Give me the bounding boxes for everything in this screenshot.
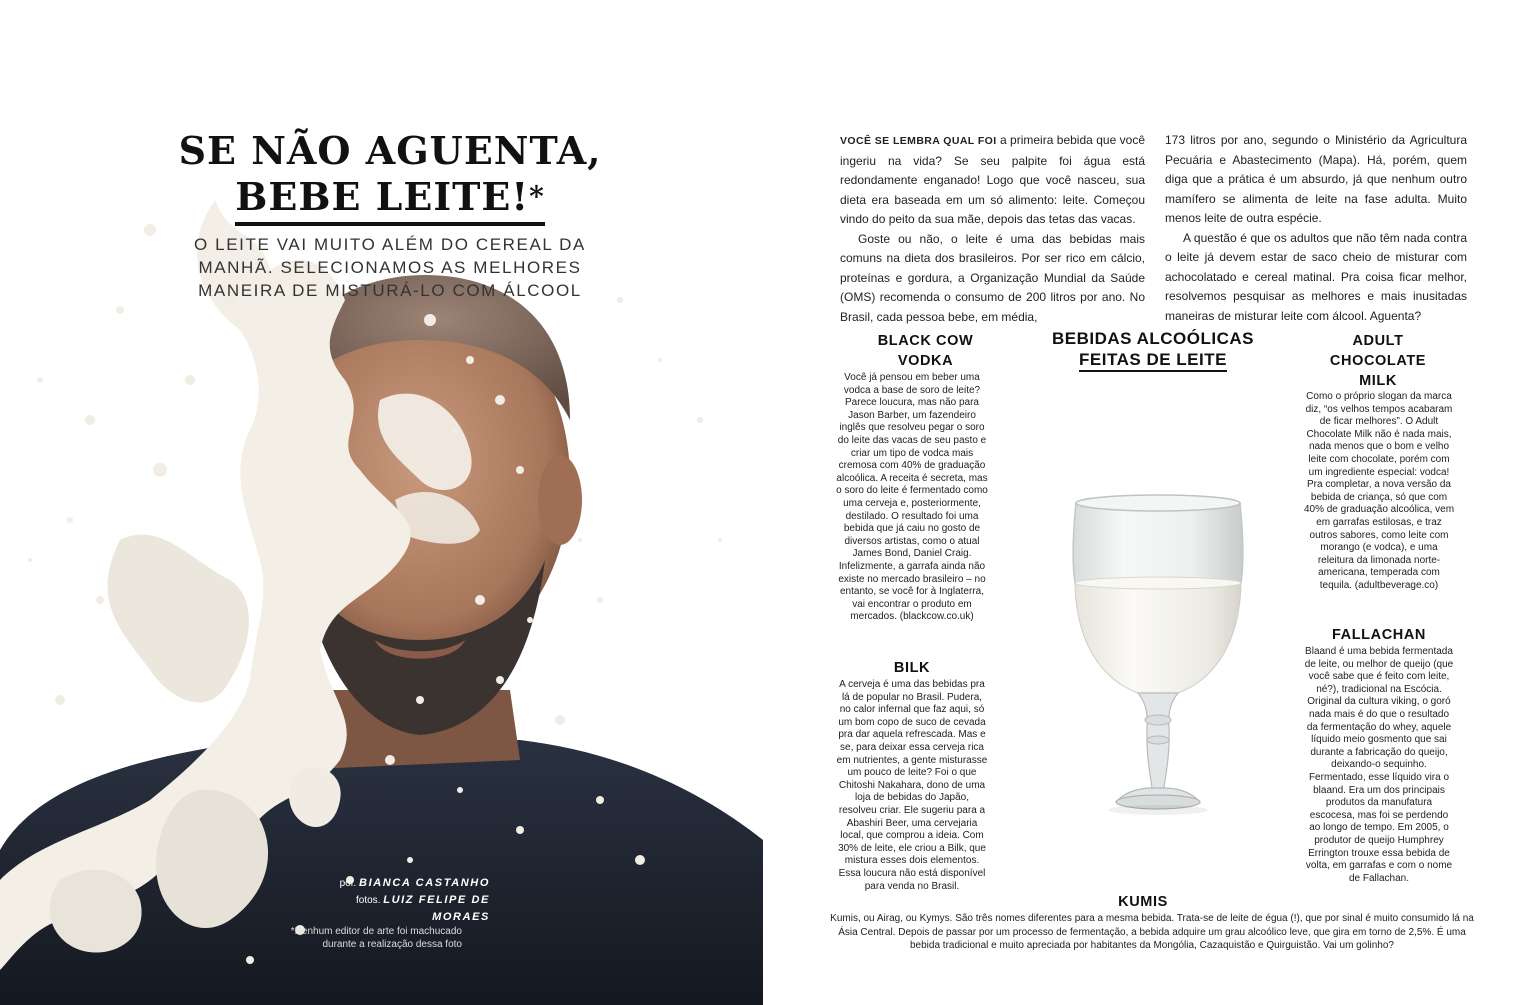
headline	[130, 128, 650, 226]
fallachan-text: Blaand é uma bebida fermentada de leite, ou melhor de queijo (que você sabe que é feito com leite, né?), tradicional na Escócia. Original da cultura viking, o goró nada mais é do que o resultado da fermentação do whey, aquele líquido meio gosmento que sai durante a fabricação do queijo, deixando-o sequinho. Fermentado, esse líquido vira o blaand. Era um dos principais produtos da manufatura escocesa, mas foi se perdendo ao longo de tempo. Em 2005, o produtor de queijo Humphrey Errington trouxe essa bebida de volta, em garrafas e com o nome de Fallachan.	[1304, 646, 1454, 884]
milk-glass-illustration	[1058, 488, 1258, 823]
bilk-title: BILK	[893, 660, 931, 676]
intro-paragraph-1	[840, 131, 1145, 230]
headline-line-2-text: BEBE LEITE!	[235, 174, 530, 219]
credits	[300, 875, 490, 926]
headline-line-1: SE NÃO AGUENTA,	[178, 128, 602, 173]
kumis-text: Kumis, ou Airag, ou Kymys. São três nomes diferentes para a mesma bebida. Trata-se de leite de égua (!), que por sinal é muito consumido lá na Ásia Central. Depois de passar por um processo de fermentação, a bebida adquire um grau alcoólico leve, que gira em torno de 2,5%. É uma bebida tradicional e muito apreciada por habitantes da Mongólia, Cazaquistão e Quirguistão. Vai um golinho?	[830, 913, 1474, 951]
fallachan-title: FALLACHAN	[1331, 627, 1426, 643]
sidebar-main-title-line-2: FEITAS DE LEITE	[1079, 349, 1227, 372]
adult-chocolate-milk-text: Como o próprio slogan da marca diz, “os velhos tempos acabaram de ficar melhores”. O Adult Chocolate Milk não é nada mais, nada menos que o bom e velho leite com chocolate, porém com um ingrediente especial: vodca! Pra completar, a nova versão da bebida de criança, só que com 40% de graduação alcoólica, vem em garrafas estilosas, e traz outros sabores, como leite com morango (e vodca), e uma releitura da limonada norte-americana, temperada com tequila. (adultbeverage.co)	[1303, 391, 1455, 591]
intro-lead: VOCÊ SE LEMBRA QUAL FOI	[840, 135, 997, 147]
intro-paragraph-3: 173 litros por ano, segundo o Ministério da Agricultura Pecuária e Abastecimento (Mapa). Há, porém, quem diga que a prática é um absurdo, já que nenhum outro mamífero se alimenta de leite na fase adulta. Muito menos leite de outra espécie.	[1165, 133, 1467, 225]
intro-paragraph-2: Goste ou não, o leite é uma das bebidas mais comuns na dieta dos brasileiros. Por ser rico em cálcio, proteínas e gordura, a Organização Mundial da Saúde (OMS) recomenda o consumo de 200 litros por ano. No Brasil, cada pessoa bebe, em média,	[840, 231, 1145, 324]
black-cow-vodka-title	[833, 331, 1018, 371]
sidebar-main-title	[1048, 328, 1258, 372]
adult-title-line-1: ADULT	[1352, 333, 1404, 349]
photo-credit: fotos. LUIZ FELIPE DE MORAES	[356, 894, 490, 923]
black-cow-title-line-1: BLACK COW	[877, 333, 974, 349]
left-page	[0, 0, 763, 1005]
right-page	[763, 0, 1527, 1005]
headline-line-2	[235, 174, 544, 226]
intro-paragraph-1-text: a primeira bebida que você ingeriu na vida? Se seu palpite foi água está redondamente enganado! Logo que você nasceu, sua dieta era baseada em um só alimento: leite. Começou vindo do peito da sua mãe, depois das tetas das vacas.	[840, 133, 1146, 226]
adult-title-line-2: CHOCOLATE	[1329, 353, 1427, 369]
author-credit: por. BIANCA CASTANHO	[339, 877, 490, 889]
adult-title-line-3: MILK	[1359, 373, 1397, 389]
photo-prefix: fotos	[356, 895, 378, 906]
bilk-text: A cerveja é uma das bebidas pra lá de popular no Brasil. Pudera, no calor infernal que faz aqui, só um bom copo de suco de cevada pra dar aquela refrescada. Mas e se, para deixar essa cerveja rica em nutrientes, a gente misturasse um pouco de leite? Foi o que Chitoshi Nakahara, dono de uma loja de bebidas do Japão, resolveu criar. Ele sugeriu para a Abashiri Beer, uma cervejaria local, que comprou a ideia. Com 30% de leite, ele criou a Bilk, que mistura esses dois elementos. Essa loucura não está disponível para venda no Brasil.	[836, 679, 988, 892]
adult-chocolate-milk-title	[1303, 331, 1453, 391]
photographer-name: LUIZ FELIPE DE MORAES	[383, 894, 490, 923]
footnote: *Nenhum editor de arte foi machucado durante a realização dessa foto	[290, 926, 462, 950]
kumis-title: KUMIS	[1118, 894, 1168, 910]
subhead: O LEITE VAI MUITO ALÉM DO CEREAL DA MANHÃ. SELECIONAMOS AS MELHORES MANEIRA DE MISTURÁ-LO COM ÁLCOOL	[194, 235, 586, 300]
intro-paragraph-4: A questão é que os adultos que não têm nada contra o leite já devem estar de saco cheio de misturar com achocolatado e cereal matinal. Pra coisa ficar melhor, resolvemos pesquisar as melhores e mais inusitadas maneiras de misturar leite com álcool. Aguenta?	[1165, 230, 1467, 323]
author-name: BIANCA CASTANHO	[359, 877, 490, 889]
headline-asterisk: *	[529, 180, 545, 213]
author-prefix: por	[339, 878, 354, 889]
intro-column-2	[1165, 131, 1467, 326]
black-cow-vodka-text: Você já pensou em beber uma vodca a base de soro de leite? Parece loucura, mas não para Jason Barber, um fazendeiro inglês que resolveu pegar o soro do leite das vacas de seu pasto e criar um tipo de vodca mais cremosa com 40% de graduação alcoólica. A receita é secreta, mas o soro do leite é fermentado como uma cerveja e, posteriormente, destilado. O resultado foi uma bebida que já caiu no gosto de diversos artistas, como o atual James Bond, Daniel Craig. Infelizmente, a garrafa ainda não existe no mercado brasileiro – no entanto, se você for à Inglaterra, vai encontrar o produto em mercados. (blackcow.co.uk)	[836, 372, 988, 623]
sidebar-main-title-line-1: BEBIDAS ALCOÓLICAS	[1052, 329, 1254, 348]
intro-column-1	[840, 131, 1145, 327]
black-cow-title-line-2: VODKA	[897, 353, 954, 369]
